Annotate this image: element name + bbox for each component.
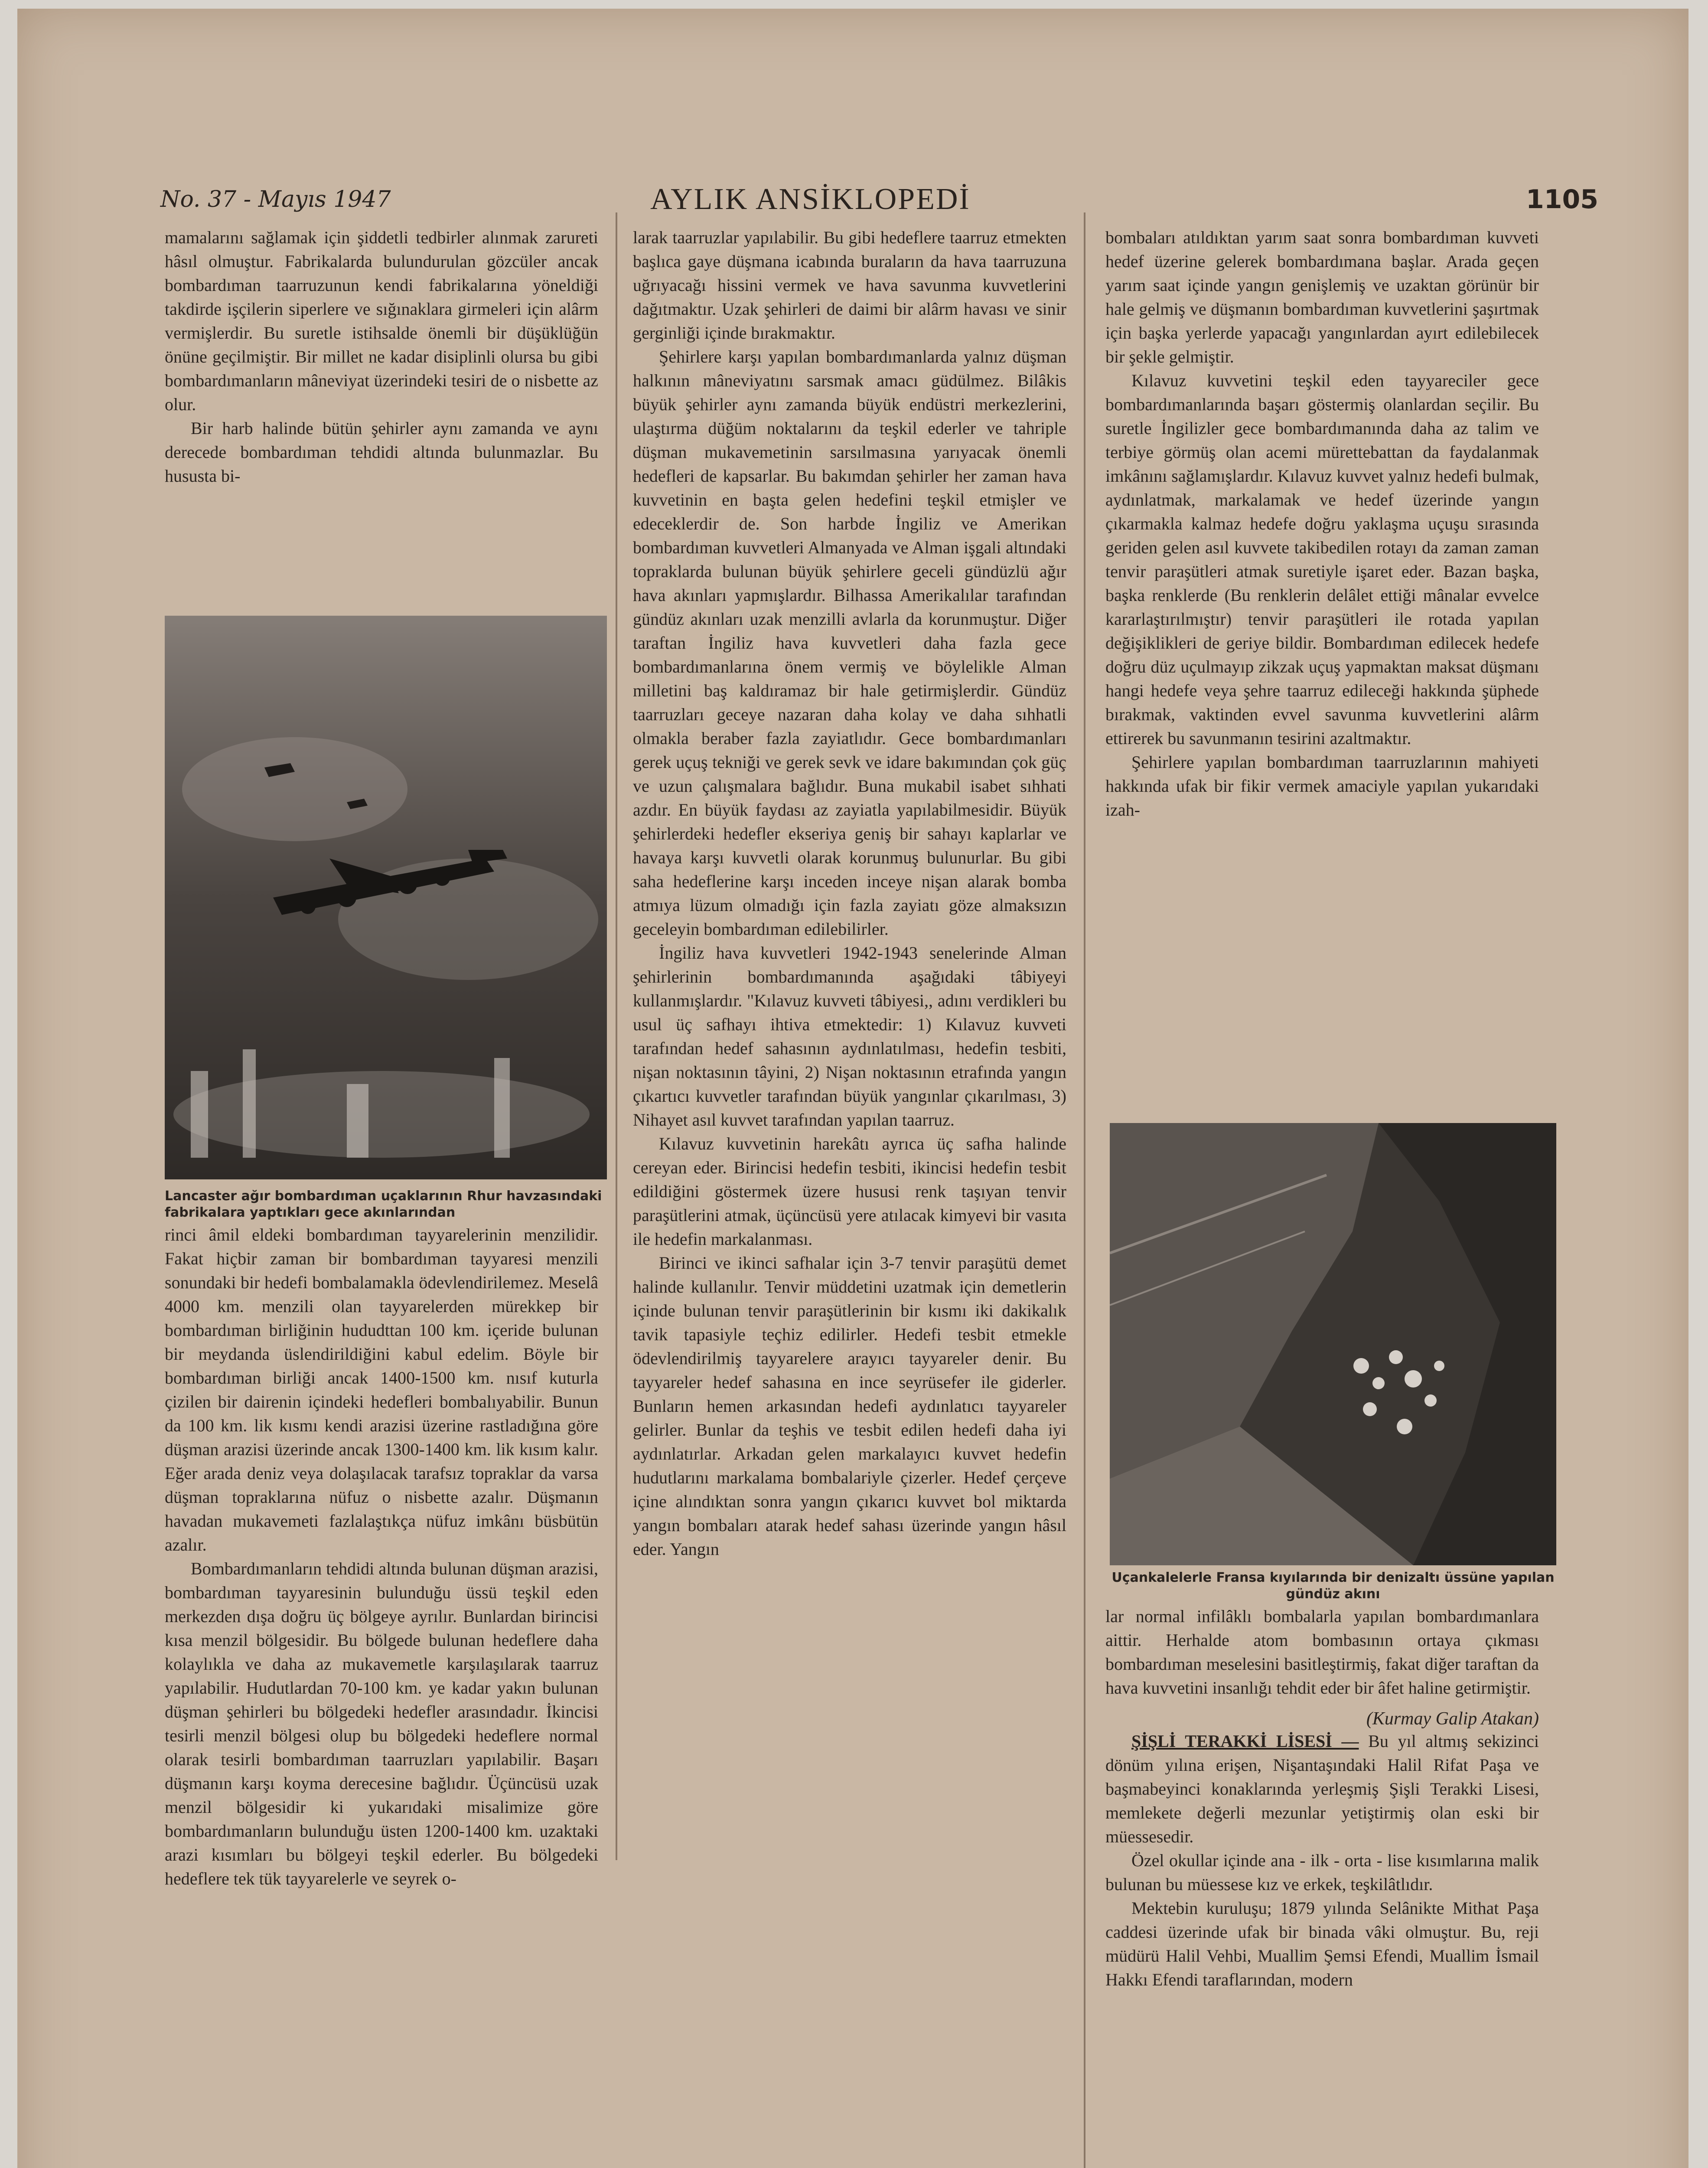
page-header xyxy=(17,182,1688,230)
column-1-bottom xyxy=(165,1223,598,1890)
page-number: 1105 xyxy=(1526,184,1598,215)
paragraph: Şehirlere yapılan bombardıman taarruzlarının mahiyeti hakkında ufak bir fikir vermek amaciyle yapılan yukarıdaki izah- xyxy=(1105,752,1539,820)
aerial-photo xyxy=(1110,1123,1556,1565)
paragraph: İngiliz hava kuvvetleri 1942-1943 senelerinde Alman şehirlerinin bombardımanında aşağıdaki tâbiyeyi kullanmışlardır. "Kılavuz kuvveti tâbiyesi,, adını verdikleri bu usul üç safhayı ihtiva etmektedir: 1) Kılavuz kuvveti tarafından hedef sahasının aydınlatılması, hedefin tesbiti, nişan noktasının tâyini, 2) Nişan noktasının etrafında yangın çıkartıcı kuvvetler tarafından büyük yangınlar çıkarılması, 3) Nihayet asıl kuvvet tarafından yapılan taarruz. xyxy=(633,943,1066,1130)
submarine-base-attack-image xyxy=(1110,1123,1556,1565)
publication-title: AYLIK ANSİKLOPEDİ xyxy=(650,183,971,216)
paragraph: Bir harb halinde bütün şehirler aynı zamanda ve aynı derecede bombardıman tehdidi altında bulunmazlar. Bu hususta bi- xyxy=(165,418,598,486)
paragraph: lar normal infilâklı bombalarla yapılan bombardımanlara aittir. Herhalde atom bombasının ortaya çıkması bombardıman meselesini basitleştirmiş, fakat diğer taraftan da hava kuvvetini insanlığı tehdit eder bir âfet haline getirmiştir. xyxy=(1105,1606,1539,1698)
column-3-top xyxy=(1105,225,1539,822)
lise-paragraph xyxy=(1105,1729,1539,1848)
lise-heading: ŞİŞLİ TERAKKİ LİSESİ — xyxy=(1131,1731,1359,1751)
column-divider xyxy=(1084,212,1085,2168)
paragraph: Bombardımanların tehdidi altında bulunan düşman arazisi, bombardıman tayyaresinin bulunduğu üssü teşkil eden merkezden dışa doğru üç bölgeye ayrılır. Bunlardan birincisi kısa menzil bölgesidir. Bu bölgede bulunan hedeflere daha kolaylıkla ve daha az mukavemetle karşılaşılarak taarruz yapılabilir. Hudutlardan 70-100 km. ye kadar yakın bulunan düşman şehirleri bu bölgedeki hedefler arasındadır. İkincisi tesirli menzil bölgesi olup bu bölgedeki hedeflere normal olarak tesirli bombardıman taarruzları yapılabilir. Başarı düşmanın karşı koyma derecesine bağlıdır. Üçüncüsü uzak menzil bölgesidir ki yukarıdaki misalimize göre bombardımanların bulunduğu üsten 1200-1400 km. uzaktaki arazi kısımları bu bölgeyi teşkil ederler. Bu bölgedeki hedeflere tek tük tayyarelerle ve seyrek o- xyxy=(165,1559,598,1888)
author-signature: (Kurmay Galip Atakan) xyxy=(1366,1709,1539,1729)
lise-text: Bu yıl altmış sekizinci dönüm yılına erişen, Nişantaşındaki Halil Rifat Paşa ve başmabeyinci konaklarında yerleşmiş Şişli Terakki Lisesi, memlekete değerli mezunlar yetiştirmiş olan eski bir müessesedir. xyxy=(1105,1731,1539,1846)
paragraph: Mektebin kuruluşu; 1879 yılında Selânikte Mithat Paşa caddesi üzerinde ufak bir binada vâki olmuştur. Bu, reji müdürü Halil Vehbi, Muallim Şemsi Efendi, Muallim İsmail Hakkı Efendi taraflarından, modern xyxy=(1105,1898,1539,1989)
column-3-bottom xyxy=(1105,1604,1539,1992)
lancaster-bomber-image xyxy=(165,616,607,1179)
paragraph: larak taarruzlar yapılabilir. Bu gibi hedeflere taarruz etmekten başlıca gaye düşmana icabında buraların da hava taarruzuna uğrıyacağı hissini vermek ve hava savunma kuvvetlerini dağıtmaktır. Uzak şehirleri de daimi bir alârm havası ve sinir gerginliği içinde bırakmaktır. xyxy=(633,228,1066,343)
paragraph: Kılavuz kuvvetini teşkil eden tayyareciler gece bombardımanlarında başarı göstermiş olanlardan seçilir. Bu suretle İngilizler gece bombardımanında daha az talim ve terbiye görmüş olan acemi mürettebattan da faydalanmak imkânını sağlamışlardır. Kılavuz kuvvet yalnız hedefi bulmak, aydınlatmak, markalamak ve hedef üzerinde yangın çıkarmakla kalmaz hedefe doğru yaklaşma uçuşu sırasında geriden gelen asıl kuvvete takibedilen rotayı da zaman zaman tenvir paraşütleri atmak suretiyle işaret eder. Bazan başka, başka renklerde (Bu renklerin delâlet ettiği mânalar evvelce kararlaştırılmıştır) tenvir paraşütleri ile rotada yapılan değişiklikleri de geriye bildir. Bombardıman edilecek hedefe doğru düz uçulmayıp zikzak uçuş yapmaktan maksat düşmanı hangi hedefe veya şehre taarruz edileceği hakkında şüphede bırakmak, vaktinden evvel savunma kuvvetlerini alârm ettirerek bu savunmanın tesirini azaltmaktır. xyxy=(1105,371,1539,748)
photo-caption: Lancaster ağır bombardıman uçaklarının Rhur havzasındaki fabrikalara yaptıkları gece akınlarından xyxy=(165,1188,602,1220)
paragraph: Birinci ve ikinci safhalar için 3-7 tenvir paraşütü demet halinde kullanılır. Tenvir müddetini uzatmak için demetlerin içinde bulunan tenvir paraşütlerinin bir kısmı iki dakikalık tavik tapasiyle teçhiz edilirler. Hedefi tesbit etmekle ödevlendirilmiş tayyarelere arayıcı tayyareler denir. Bu tayyareler hedef sahasına en ince seyrüsefer ile giderler. Bunların hemen arkasından hedefi aydınlatıcı tayyareler gelirler. Bunlar da teşhis ve tesbit edilen hedefi daha iyi aydınlatırlar. Arkadan gelen markalayıcı kuvvet hedefin hudutlarını markalama bombalariyle çizerler. Hedef çerçeve içine alındıktan sonra yangın çıkarıcı kuvvet bol miktarda yangın bombaları atarak hedef sahası üzerinde yangın hâsıl eder. Yangın xyxy=(633,1253,1066,1559)
bomber-photo xyxy=(165,616,607,1179)
paragraph: Şehirlere karşı yapılan bombardımanlarda yalnız düşman halkının mâneviyatını sarsmak amacı güdülmez. Bilâkis büyük şehirler aynı zamanda büyük endüstri merkezlerini, ulaştırma düğüm noktalarını da teşkil ederler ve tahriple düşman mukavemetinin sarsılmasına yarıyacak önemli hedefleri de kapsarlar. Bu bakımdan şehirler her zaman hava kuvvetinin en başta gelen hedefini teşkil etmişler ve edeceklerdir de. Son harbde İngiliz ve Amerikan bombardıman kuvvetleri Almanyada ve Alman işgali altındaki topraklarda bulunan büyük şehirlere geceli gündüzlü ağır hava akınları yapmışlardır. Bilhassa Amerikalılar tarafından gündüz akınları uzak menzilli avlarla da korunmuştur. Diğer taraftan İngiliz hava kuvvetleri daha fazla gece bombardımanlarına önem vermiş ve böylelikle Alman milletini baş kaldıramaz bir hale getirmişlerdir. Gündüz taarruzları geceye nazaran daha kolay ve daha sıhhatli olmakla beraber fazla zayiatlıdır. Gece bombardımanları gerek uçuş tekniği ve gerek sevk ve idare bakımından çok güç ve uzun çalışmalara bağlıdır. Buna mukabil isabet sıhhati azdır. En büyük faydası az zayiatla yapılabilmesidir. Büyük şehirlerdeki hedefler ekseriya geniş bir sahayı kaplarlar ve havaya karşı kuvvetli olarak korunmuş bulunurlar. Bu gibi saha hedeflerine karşı inceden inceye nişan alarak bomba atmıya lüzum olmadığı için fazla zayiatı göze almaksızın geceleyin bombardıman edilebilirler. xyxy=(633,347,1066,939)
paragraph: Kılavuz kuvvetinin harekâtı ayrıca üç safha halinde cereyan eder. Birincisi hedefin tesbiti, ikincisi hedefin tesbit edildiğini göstermek üzere hususi renk taşıyan tenvir paraşütlerini atmak, üçüncüsü yere atılacak kimyevi bir vasıta ile hedefin markalanması. xyxy=(633,1134,1066,1249)
column-1-top xyxy=(165,225,598,488)
column-divider xyxy=(616,212,617,1860)
column-2 xyxy=(633,225,1066,1561)
paragraph: rinci âmil eldeki bombardıman tayyarelerinin menzilidir. Fakat hiçbir zaman bir bombardıman tayyaresi menzili sonundaki bir hedefi bombalamakla ödevlendirilemez. Meselâ 4000 km. menzili olan tayyarelerden mürekkep bir bombardıman birliğinin hududttan 100 km. içeride bulunan bir meydanda üslendirildiğini kabul edelim. Böyle bir bombardıman birliği ancak 1400-1500 km. nısıf kuturla çizilen bir dairenin içindeki hedefleri bombalıyabilir. Bunun da 100 km. lik kısmı kendi arazisi üzerine rastladığına göre düşman arazisi üzerinde ancak 1300-1400 km. lik kısım kalır. Eğer arada deniz veya dolaşılacak tarafsız topraklar da varsa düşman topraklarına nüfuz o nisbette azalır. Düşmanın havadan mukavemeti fazlalaştıkça nüfuz imkânı büsbütün azalır. xyxy=(165,1225,598,1554)
paragraph: bombaları atıldıktan yarım saat sonra bombardıman kuvveti hedef üzerine gelerek bombardımana başlar. Arada geçen yarım saat içinde yangın genişlemiş ve uzaktan görünür bir hale gelmiş ve düşmanın bombardıman kuvvetlerini şaşırtmak için başka yerlerde yapacağı yangınlardan ayırt edilebilecek bir şekle gelmiştir. xyxy=(1105,228,1539,366)
photo-caption: Uçankalelerle Fransa kıyılarında bir denizaltı üssüne yapılan gündüz akını xyxy=(1112,1570,1555,1602)
paragraph: mamalarını sağlamak için şiddetli tedbirler alınmak zarureti hâsıl olmuştur. Fabrikalarda bulundurulan gözcüler ancak bombardıman taarruzunun kendi fabrikalarına yöneldiği takdirde işçilerin siperlere ve sığınaklara girmeleri için alârm vermişlerdir. Bu suretle istihsalde önemli bir düşüklüğün önüne geçilmiştir. Bir millet ne kadar disiplinli olursa bu gibi bombardımanların mâneviyat üzerindeki tesiri de o nisbette az olur. xyxy=(165,228,598,414)
magazine-page xyxy=(17,9,1688,2168)
issue-date: No. 37 - Mayıs 1947 xyxy=(160,186,391,212)
paragraph: Özel okullar içinde ana - ilk - orta - lise kısımlarına malik bulunan bu müessese kız ve erkek, teşkilâtlıdır. xyxy=(1105,1851,1539,1894)
